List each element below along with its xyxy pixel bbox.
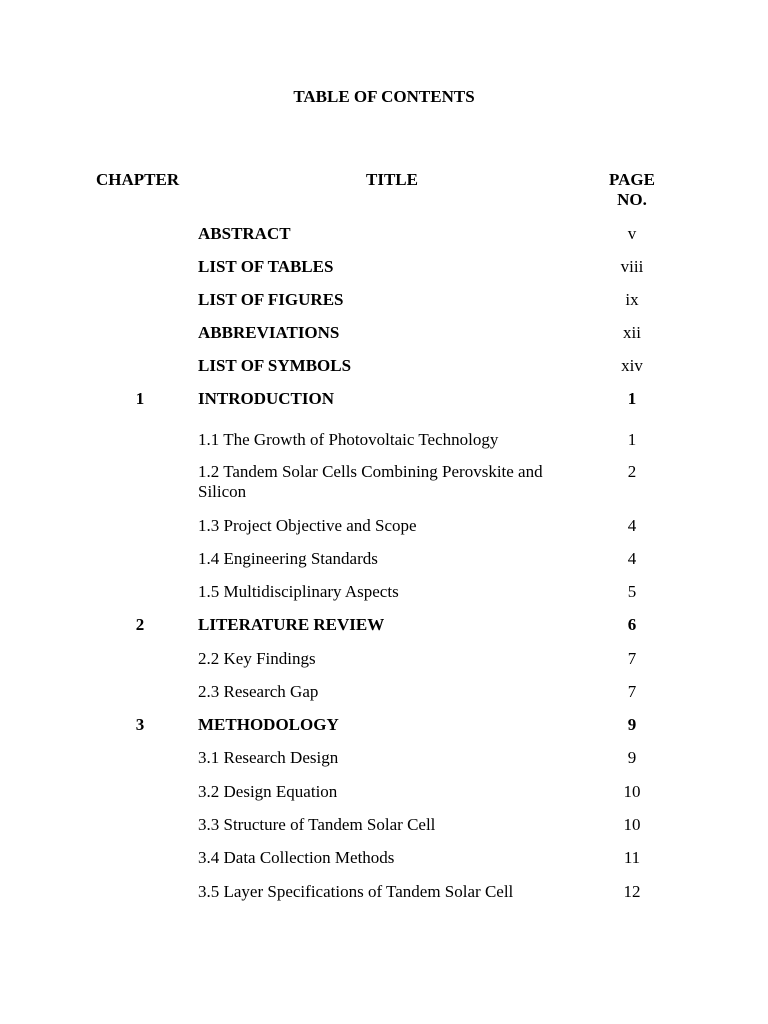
entry-page-number: ix [625,290,639,309]
entry-page-number: 1 [627,389,637,408]
entry-title: 3.2 Design Equation [198,782,338,801]
entry-title: 3.3 Structure of Tandem Solar Cell [198,815,436,834]
entry-title: 1.5 Multidisciplinary Aspects [198,582,399,601]
chapter-column-header: CHAPTER [96,170,180,189]
entry-page-number: 9 [627,715,637,734]
entry-page-number: 2 [627,462,637,481]
entry-title: METHODOLOGY [198,715,339,734]
entry-page-number: v [627,224,637,243]
entry-page-number: 7 [627,649,637,668]
entry-title: 3.4 Data Collection Methods [198,848,395,867]
entry-page-number: 4 [627,549,637,568]
page-header-line1: PAGE [609,170,655,189]
entry-page-number: 9 [627,748,637,767]
entry-title: LIST OF TABLES [198,257,334,276]
entry-page-number: 12 [623,882,641,901]
entry-title: INTRODUCTION [198,389,335,408]
entry-title: 3.5 Layer Specifications of Tandem Solar Cell [198,882,514,901]
entry-title: LIST OF SYMBOLS [198,356,352,375]
entry-page-number: 10 [623,782,641,801]
entry-page-number: 6 [627,615,637,634]
entry-page-number: 11 [623,848,641,867]
page-column-header [592,170,672,210]
entry-page-number: viii [620,257,644,276]
entry-title: 1.3 Project Objective and Scope [198,516,417,535]
entry-page-number: 5 [627,582,637,601]
chapter-number: 1 [135,389,145,408]
chapter-number: 3 [135,715,145,734]
entry-page-number: 7 [627,682,637,701]
entry-title: LITERATURE REVIEW [198,615,385,634]
entry-title: 2.3 Research Gap [198,682,319,701]
entry-page-number: 10 [623,815,641,834]
entry-title: 2.2 Key Findings [198,649,316,668]
entry-title: 1.1 The Growth of Photovoltaic Technology [198,430,499,449]
entry-title: 1.2 Tandem Solar Cells Combining Perovskite and Silicon [198,462,543,501]
title-column-header: TITLE [366,170,418,189]
entry-page-number: 1 [627,430,637,449]
page-header-line2: NO. [617,190,647,209]
entry-page-number: xii [623,323,641,342]
page-title: TABLE OF CONTENTS [293,87,475,106]
entry-page-number: 4 [627,516,637,535]
entry-title: 3.1 Research Design [198,748,339,767]
chapter-number: 2 [135,615,145,634]
entry-title: ABSTRACT [198,224,291,243]
entry-title: 1.4 Engineering Standards [198,549,378,568]
entry-title: ABBREVIATIONS [198,323,340,342]
entry-title: LIST OF FIGURES [198,290,344,309]
entry-page-number: xiv [621,356,643,375]
